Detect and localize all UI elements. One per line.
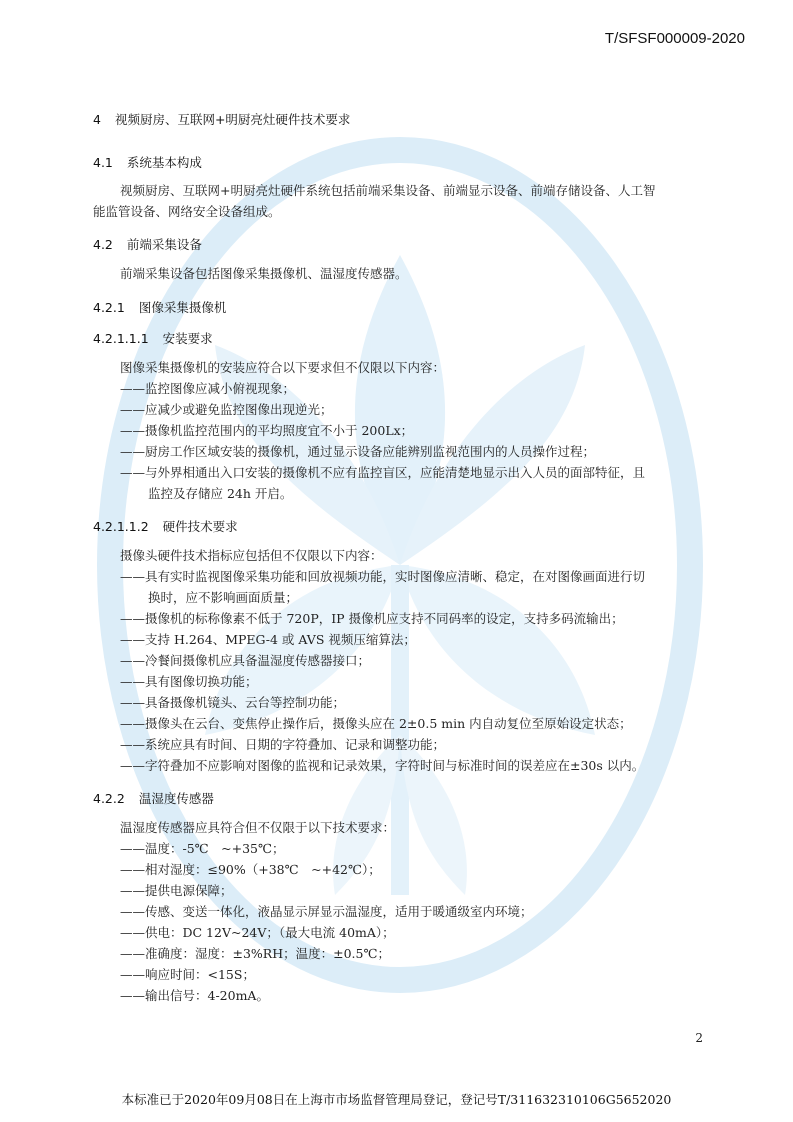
list-item: ——具有图像切换功能； [120, 674, 258, 689]
heading-4-2-1 [93, 298, 226, 316]
heading-number: 4 [93, 112, 101, 127]
list-item: ——响应时间：<15S； [120, 967, 255, 982]
heading-title: 前端采集设备 [126, 237, 202, 252]
heading-4-2 [93, 235, 202, 253]
list-item: ——相对湿度：≤90%（+38℃ ~+42℃）； [120, 862, 381, 877]
heading-number: 4.2.2 [93, 791, 125, 806]
heading-title: 温湿度传感器 [138, 791, 214, 806]
standard-code: T/SFSF000009-2020 [604, 30, 745, 47]
heading-4-2-1-1-1 [93, 329, 213, 347]
paragraph: 摄像头硬件技术指标应包括但不仅限以下内容： [120, 548, 383, 563]
list-item: ——系统应具有时间、日期的字符叠加、记录和调整功能； [120, 737, 446, 752]
list-item: ——传感、变送一体化，液晶显示屏显示温湿度，适用于暖通级室内环境； [120, 904, 533, 919]
list-item-continuation: 监控及存储应 24h 开启。 [148, 486, 293, 501]
paragraph: 视频厨房、互联网+明厨亮灶硬件系统包括前端采集设备、前端显示设备、前端存储设备、人工智 [120, 183, 656, 198]
heading-title: 安装要求 [162, 331, 213, 346]
list-item: ——供电：DC 12V~24V；（最大电流 40mA）； [120, 925, 395, 940]
heading-4-1 [93, 153, 202, 171]
list-item: ——具有实时监视图像采集功能和回放视频功能，实时图像应清晰、稳定，在对图像画面进行切 [120, 569, 646, 584]
heading-number: 4.2.1.1.1 [93, 331, 149, 346]
list-item: ——准确度：湿度：±3%RH；温度：±0.5℃； [120, 946, 390, 961]
heading-4-2-1-1-2 [93, 517, 238, 535]
heading-title: 系统基本构成 [126, 155, 202, 170]
heading-title: 硬件技术要求 [162, 519, 238, 534]
heading-4 [93, 110, 350, 128]
heading-title: 视频厨房、互联网+明厨亮灶硬件技术要求 [114, 112, 351, 127]
list-item: ——应减少或避免监控图像出现逆光； [120, 402, 333, 417]
list-item: ——厨房工作区域安装的摄像机，通过显示设备应能辨别监视范围内的人员操作过程； [120, 444, 596, 459]
paragraph: 图像采集摄像机的安装应符合以下要求但不仅限以下内容： [120, 360, 446, 375]
list-item: ——摄像机监控范围内的平均照度宜不小于 200Lx； [120, 423, 414, 438]
list-item: ——摄像头在云台、变焦停止操作后，摄像头应在 2±0.5 min 内自动复位至原始设定状态； [120, 716, 632, 731]
paragraph-continuation: 能监管设备、网络安全设备组成。 [93, 204, 281, 219]
list-item: ——温度：-5℃ ~+35℃； [120, 841, 285, 856]
paragraph: 前端采集设备包括图像采集摄像机、温湿度传感器。 [120, 266, 408, 281]
list-item: ——字符叠加不应影响对图像的监视和记录效果，字符时间与标准时间的误差应在±30s 以内。 [120, 758, 645, 773]
list-item: ——提供电源保障； [120, 883, 233, 898]
list-item: ——具备摄像机镜头、云台等控制功能； [120, 695, 346, 710]
registration-footer: 本标准已于2020年09月08日在上海市市场监督管理局登记，登记号T/311632310106G5652020 [121, 1092, 672, 1107]
list-item: ——与外界相通出入口安装的摄像机不应有监控盲区，应能清楚地显示出入人员的面部特征，且 [120, 465, 646, 480]
list-item: ——支持 H.264、MPEG-4 或 AVS 视频压缩算法； [120, 632, 416, 647]
heading-4-2-2 [93, 789, 214, 807]
heading-number: 4.1 [93, 155, 113, 170]
list-item: ——冷餐间摄像机应具备温湿度传感器接口； [120, 653, 371, 668]
page-number: 2 [695, 1031, 703, 1045]
heading-number: 4.2.1.1.2 [93, 519, 149, 534]
heading-title: 图像采集摄像机 [138, 300, 227, 315]
list-item: ——摄像机的标称像素不低于 720P，IP 摄像机应支持不同码率的设定，支持多码流输出； [120, 611, 624, 626]
list-item-continuation: 换时，应不影响画面质量； [148, 590, 299, 605]
paragraph: 温湿度传感器应具符合但不仅限于以下技术要求： [120, 820, 396, 835]
heading-number: 4.2 [93, 237, 113, 252]
list-item: ——输出信号：4-20mA。 [120, 988, 269, 1003]
heading-number: 4.2.1 [93, 300, 125, 315]
list-item: ——监控图像应减小俯视现象； [120, 381, 296, 396]
